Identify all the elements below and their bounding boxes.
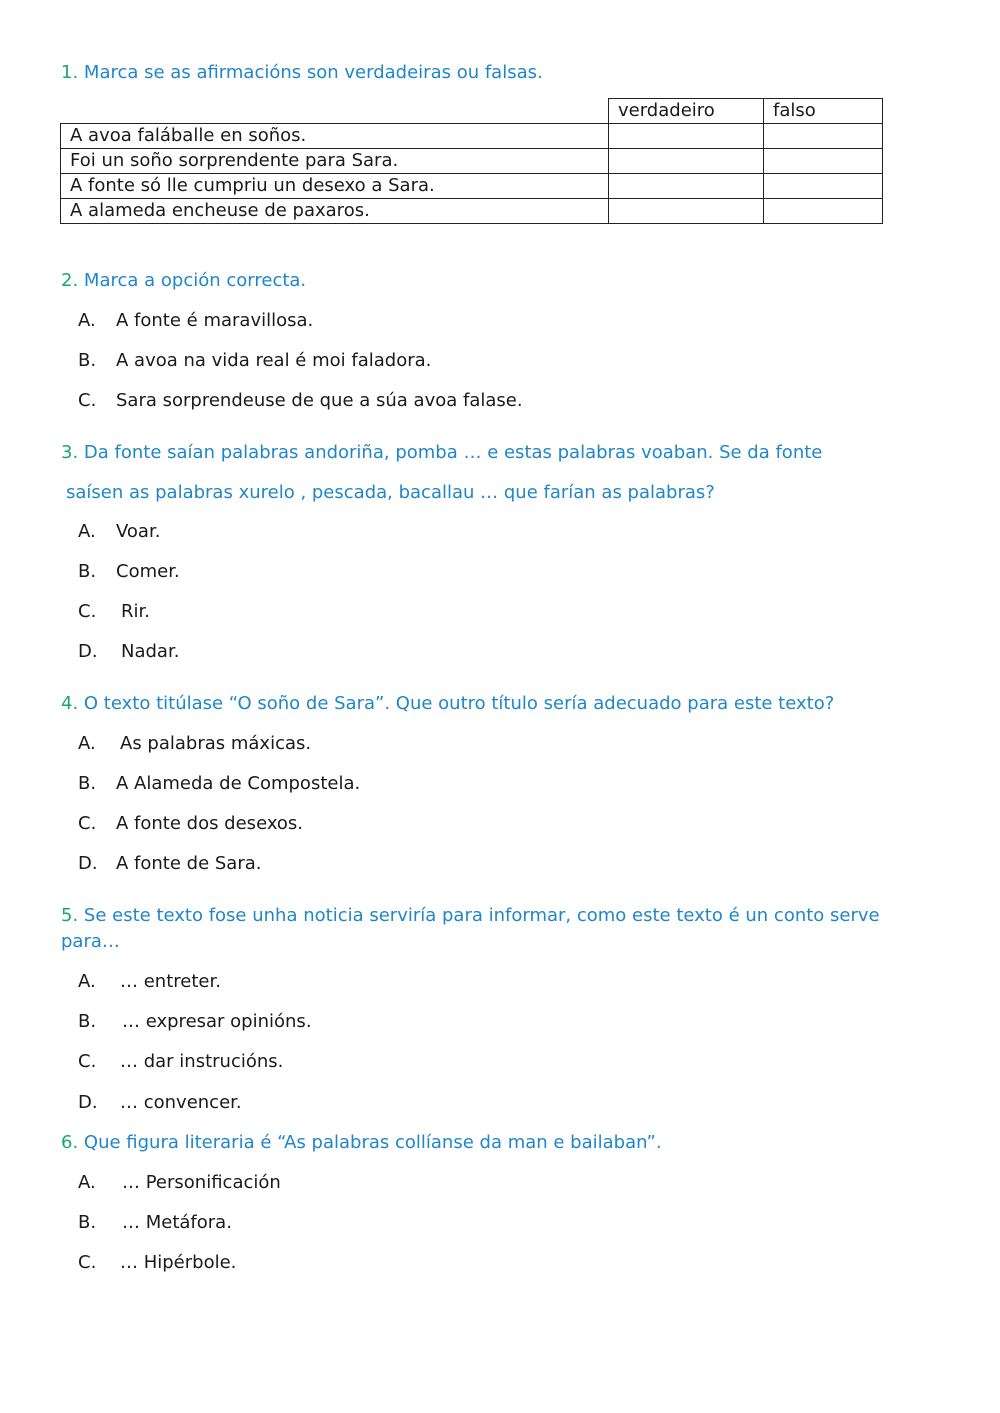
question-5 [61, 903, 941, 955]
question-1-text: Marca se as afirmacións son verdadeiras ou falsas. [83, 62, 543, 83]
question-4-number: 4. [61, 693, 79, 714]
option-5d[interactable]: D. … convencer. [78, 1092, 242, 1113]
statement-cell: Foi un soño sorprendente para Sara. [61, 149, 609, 174]
false-answer-cell[interactable] [764, 174, 883, 199]
question-1 [61, 60, 941, 86]
question-5-number: 5. [61, 905, 79, 926]
option-2a[interactable]: A. A fonte é maravillosa. [78, 310, 314, 331]
option-2c[interactable]: C. Sara sorprendeuse de que a súa avoa falase. [78, 390, 523, 411]
option-6c[interactable]: C. … Hipérbole. [78, 1252, 237, 1273]
true-answer-cell[interactable] [609, 174, 764, 199]
option-3a[interactable]: A. Voar. [78, 521, 161, 542]
true-answer-cell[interactable] [609, 199, 764, 224]
option-2b[interactable]: B. A avoa na vida real é moi faladora. [78, 350, 432, 371]
false-answer-cell[interactable] [764, 124, 883, 149]
option-4c[interactable]: C. A fonte dos desexos. [78, 813, 304, 834]
table-row [61, 124, 883, 149]
option-6a[interactable]: A. … Personificación [78, 1172, 281, 1193]
table-row [61, 199, 883, 224]
option-3d[interactable]: D. Nadar. [78, 641, 180, 662]
option-4d[interactable]: D. A fonte de Sara. [78, 853, 262, 874]
question-3-line2 [66, 480, 946, 506]
question-3-text-line1: Da fonte saían palabras andoriña, pomba … e estas palabras voaban. Se da fonte [83, 442, 823, 463]
option-5a[interactable]: A. … entreter. [78, 971, 221, 992]
false-answer-cell[interactable] [764, 149, 883, 174]
statement-cell: A avoa faláballe en soños. [61, 124, 609, 149]
true-answer-cell[interactable] [609, 124, 764, 149]
question-2-number: 2. [61, 270, 79, 291]
question-6-text: Que figura literaria é “As palabras collíanse da man e bailaban”. [83, 1132, 662, 1153]
question-3-text-line2: saísen as palabras xurelo , pescada, bacallau … que farían as palabras? [66, 482, 715, 503]
false-answer-cell[interactable] [764, 199, 883, 224]
question-3-number: 3. [61, 442, 79, 463]
option-6b[interactable]: B. … Metáfora. [78, 1212, 232, 1233]
option-3b[interactable]: B. Comer. [78, 561, 180, 582]
true-answer-cell[interactable] [609, 149, 764, 174]
option-5b[interactable]: B. … expresar opinións. [78, 1011, 312, 1032]
table-header-row [61, 99, 883, 124]
statement-cell: A alameda encheuse de paxaros. [61, 199, 609, 224]
question-4 [61, 691, 941, 717]
header-verdadeiro: verdadeiro [609, 99, 764, 124]
header-falso: falso [764, 99, 883, 124]
question-2-text: Marca a opción correcta. [83, 270, 307, 291]
option-4b[interactable]: B. A Alameda de Compostela. [78, 773, 361, 794]
table-row [61, 174, 883, 199]
table-row [61, 149, 883, 174]
question-1-number: 1. [61, 62, 79, 83]
question-5-text: Se este texto fose unha noticia serviría para informar, como este texto é un conto serve para… [61, 905, 880, 952]
statement-cell: A fonte só lle cumpriu un desexo a Sara. [61, 174, 609, 199]
question-2 [61, 268, 941, 294]
question-6 [61, 1130, 941, 1156]
true-false-table [60, 98, 883, 224]
option-4a[interactable]: A. As palabras máxicas. [78, 733, 312, 754]
question-6-number: 6. [61, 1132, 79, 1153]
question-4-text: O texto titúlase “O soño de Sara”. Que outro título sería adecuado para este texto? [83, 693, 835, 714]
option-3c[interactable]: C. Rir. [78, 601, 150, 622]
question-3 [61, 440, 941, 466]
option-5c[interactable]: C. … dar instrucións. [78, 1051, 284, 1072]
